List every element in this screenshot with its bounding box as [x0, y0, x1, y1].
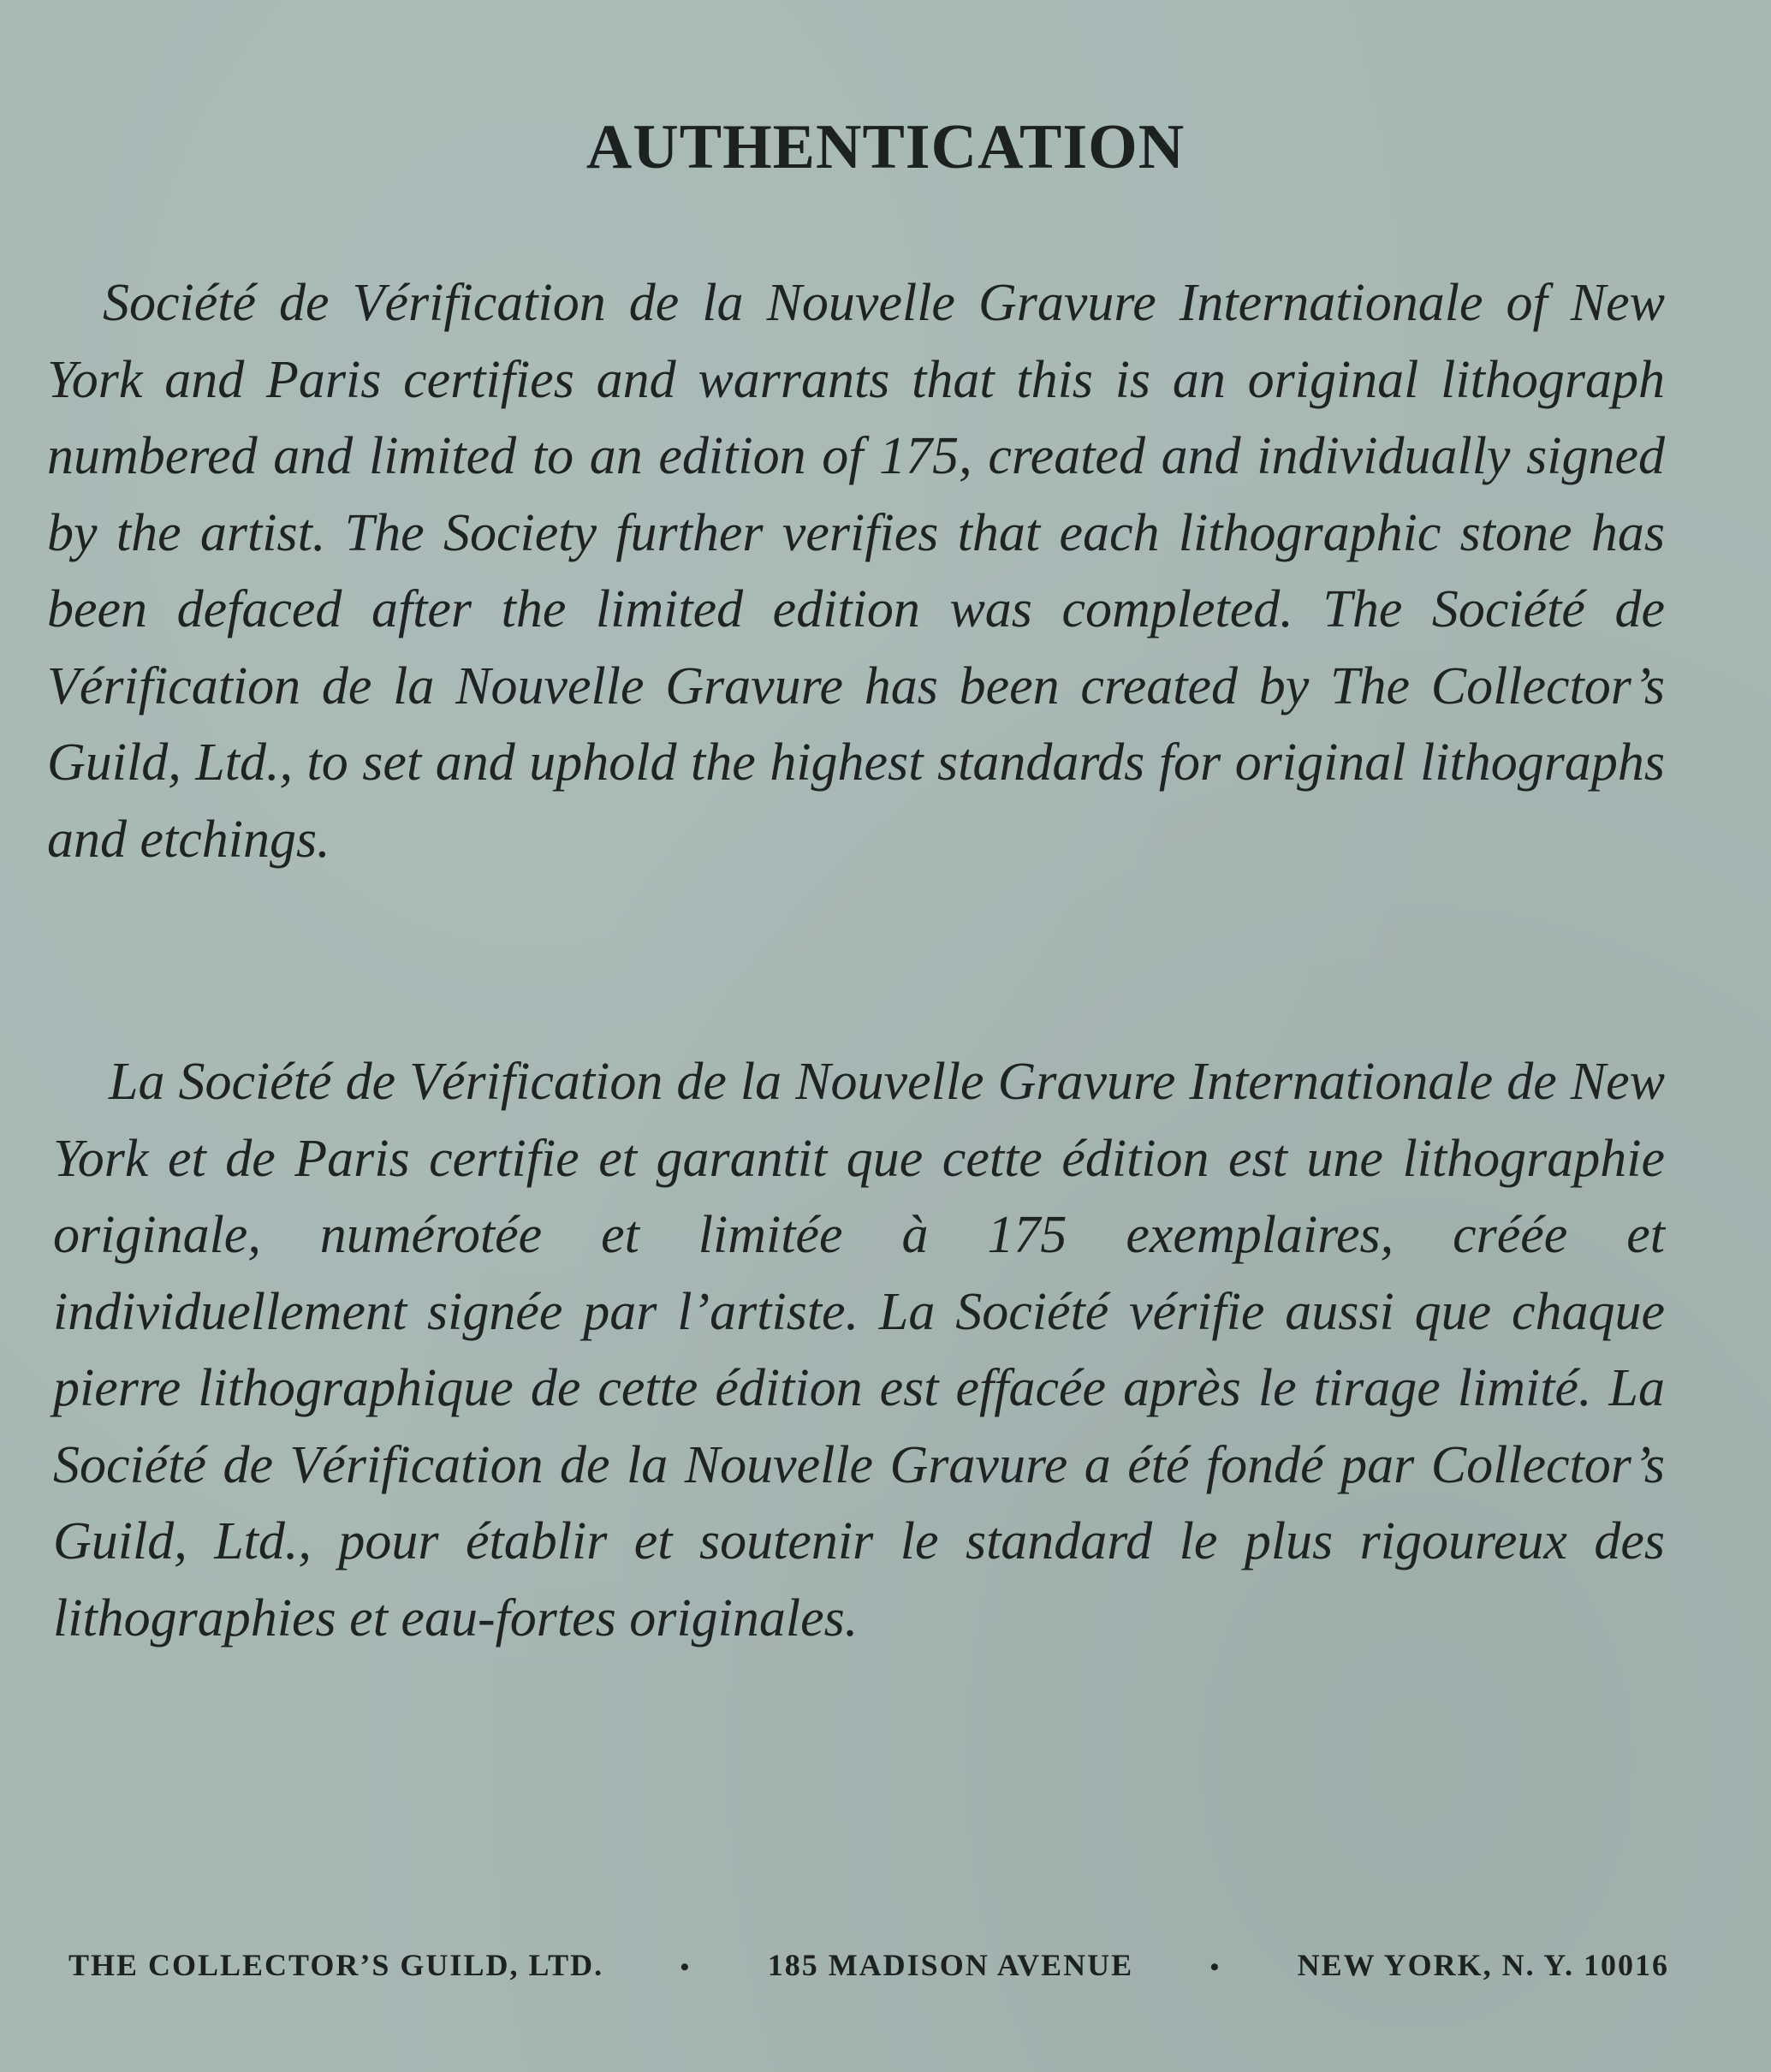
footer-separator: •	[680, 1953, 692, 1981]
french-paragraph: La Société de Vérification de la Nouvelle Gravure Internationale de New York et de Paris certifie et garantit que cette édition est une lithographie originale, numérotée et limitée à 175 exemplaires, créée et individuellement signée par l’artiste. La Société vérifie aussi que chaque pierre lithographique de cette édition est effacée après le tirage limité. La Société de Vérification de la Nouvelle Gravure a été fondé par Collector’s Guild, Ltd., pour établir et soutenir le standard le plus rigoureux des lithographies et eau-fortes originales.	[53, 1053, 1665, 1648]
english-paragraph: Société de Vérification de la Nouvelle Gravure Internationale of New York and Paris certifies and warrants that this is an original lithograph numbered and limited to an edition of 175, created and individually signed by the artist. The Society further verifies that each lithographic stone has been defaced after the limited edition was completed. The Société de Vérification de la Nouvelle Gravure has been created by The Collector’s Guild, Ltd., to set and uphold the highest standards for original lithographs and etchings.	[47, 274, 1665, 869]
footer-address	[68, 1947, 1669, 1983]
footer-company: THE COLLECTOR’S GUILD, LTD.	[68, 1948, 604, 1982]
footer-city: NEW YORK, N. Y. 10016	[1297, 1948, 1669, 1982]
footer-separator: •	[1209, 1953, 1221, 1981]
footer-street: 185 MADISON AVENUE	[767, 1948, 1134, 1982]
page-title: AUTHENTICATION	[585, 112, 1186, 182]
